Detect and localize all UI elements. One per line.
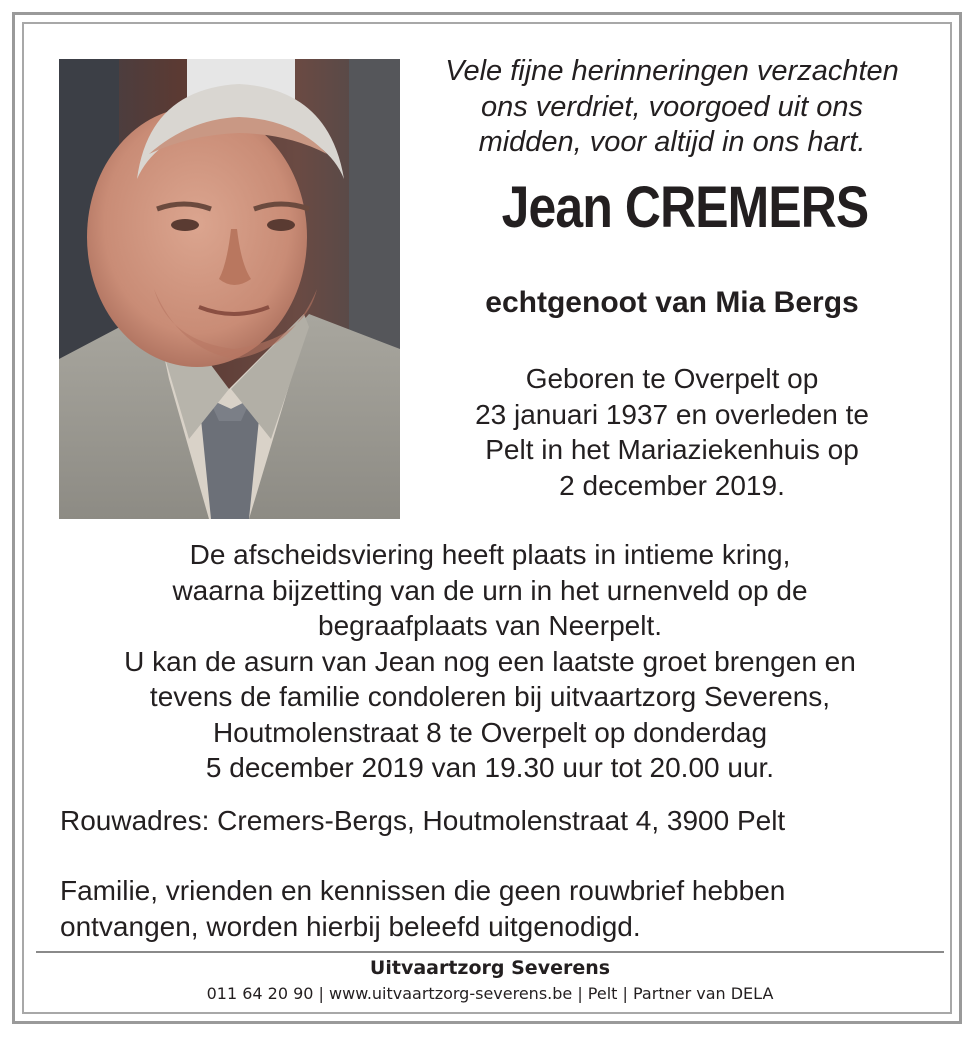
birth-line: Geboren te Overpelt op	[525, 363, 819, 394]
invitation-line: Familie, vrienden en kennissen die geen rouwbrief hebben	[60, 875, 786, 906]
ceremony-line: 5 december 2019 van 19.30 uur tot 20.00 uur.	[205, 752, 775, 783]
invitation-line: ontvangen, worden hierbij beleefd uitgenodigd.	[60, 911, 641, 942]
footer-divider	[36, 951, 944, 953]
birth-line: 23 januari 1937 en overleden te	[475, 398, 869, 430]
birth-line: Pelt in het Mariaziekenhuis op	[485, 434, 859, 465]
quote-line: Vele fijne herinneringen verzachten	[445, 55, 899, 87]
birth-line: 2 december 2019.	[559, 469, 785, 501]
ceremony-details	[40, 537, 940, 786]
ceremony-line: De afscheidsviering heeft plaats in intieme kring,	[189, 539, 791, 570]
deceased-name: Jean CREMERS	[501, 175, 869, 240]
quote-line: ons verdriet, voorgoed uit ons	[480, 90, 864, 123]
ceremony-line: waarna bijzetting van de urn in het urnenveld op de	[172, 574, 808, 606]
birth-death-details	[412, 361, 932, 503]
funeral-company-contact: 011 64 20 90 | www.uitvaartzorg-severens.be | Pelt | Partner van DELA	[206, 984, 774, 1003]
ceremony-line: U kan de asurn van Jean nog een laatste groet brengen en	[124, 645, 856, 677]
spouse-line: echtgenoot van Mia Bergs	[485, 286, 859, 319]
funeral-company-name: Uitvaartzorg Severens	[369, 957, 611, 979]
memorial-quote	[412, 54, 932, 161]
portrait-photo	[59, 59, 400, 519]
mourning-address: Rouwadres: Cremers-Bergs, Houtmolenstraat 4, 3900 Pelt	[60, 805, 786, 836]
invitation	[60, 873, 785, 945]
quote-line: midden, voor altijd in ons hart.	[478, 126, 866, 158]
ceremony-line: begraafplaats van Neerpelt.	[318, 610, 662, 641]
ceremony-line: tevens de familie condoleren bij uitvaartzorg Severens,	[149, 681, 831, 712]
ceremony-line: Houtmolenstraat 8 te Overpelt op donderdag	[212, 716, 768, 748]
